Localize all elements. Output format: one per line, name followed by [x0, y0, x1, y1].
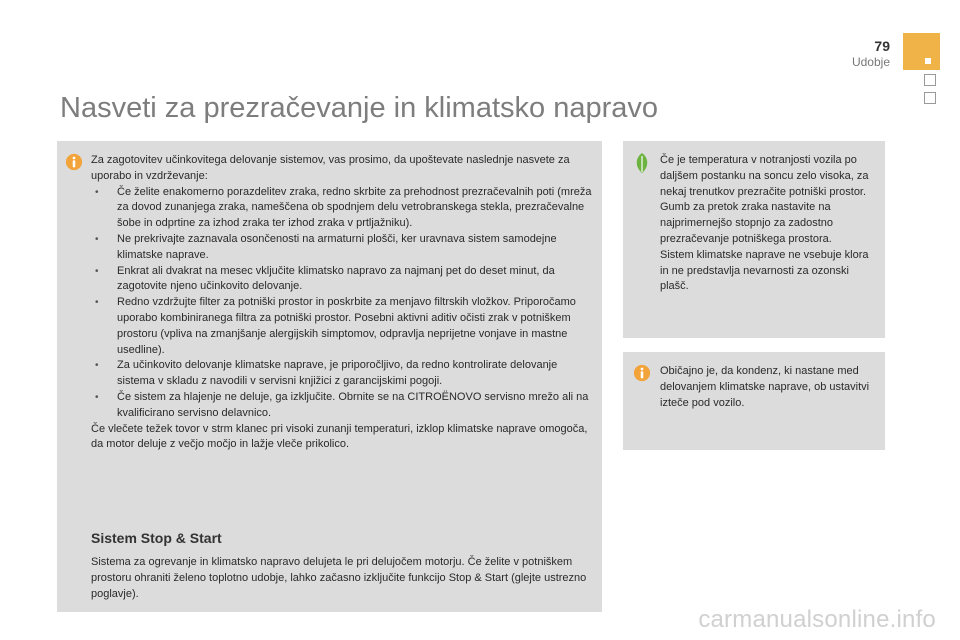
info-icon [633, 364, 651, 382]
watermark: carmanualsonline.info [698, 606, 936, 633]
leaf-icon [633, 152, 651, 174]
eco-tips-panel [623, 141, 885, 338]
tip-item: • Za učinkovito delovanje klimatske naprave, je priporočljivo, da redno kontrolirate delovanje sistema v skladu z navodili v servisni knjižici z garancijskimi pogoji. [117, 358, 596, 390]
tip-item: • Redno vzdržujte filter za potniški prostor in poskrbite za menjavo filtrskih vložkov. Priporočamo uporabo kombiniranega filtra za potniški prostor. Posebni aktivni aditiv očisti zrak v potniškem prostoru (vpliva na zmanjšanje alergijskih simptomov, odpravlja neprijetne vonjave in mastne usedline). [117, 295, 596, 358]
stop-start-text: Sistema za ogrevanje in klimatsko napravo delujeta le pri delujočem motorju. Če želite v potniškem prostoru ohraniti želeno toplotno udobje, lahko začasno izključite funkcijo Stop & Start (glejte ustrezno poglavje). [91, 556, 587, 600]
condensation-text: Običajno je, da kondenz, ki nastane med delovanjem klimatske naprave, ob ustavitvi izteče pod vozilo. [660, 365, 870, 409]
stop-start-heading: Sistem Stop & Start [91, 530, 222, 546]
main-tips-panel [57, 141, 602, 612]
section-tab-2[interactable] [924, 92, 936, 104]
page-number: 79 [874, 38, 890, 54]
closing-text: Če vlečete težek tovor v strm klanec pri visoki zunanji temperaturi, izklop klimatske naprave omogoča, da motor deluje z večjo močjo in lažje vleče prikolico. [91, 422, 588, 451]
condensation-info-panel [623, 352, 885, 450]
section-tab-1[interactable] [924, 74, 936, 86]
tip-item: • Če sistem za hlajenje ne deluje, ga izključite. Obrnite se na CITROËNOVO servisno mrežo ali na kvalificirano servisno delavnico. [117, 390, 596, 422]
intro-text: Za zagotovitev učinkovitega delovanje sistemov, vas prosimo, da upoštevate naslednje nasvete za uporabo in vzdrževanje: [91, 154, 570, 182]
info-icon [65, 153, 83, 171]
section-tab-active[interactable] [903, 33, 940, 70]
section-name: Udobje [851, 55, 890, 69]
eco-tip-line: Gumb za pretok zraka nastavite na najprimernejšo stopnjo za zadostno prezračevanje potniškega prostora. [660, 201, 834, 245]
page-title: Nasveti za prezračevanje in klimatsko napravo [60, 92, 658, 124]
eco-tip-line: Sistem klimatske naprave ne vsebuje klora in ne predstavlja nevarnosti za ozonski plašč. [660, 248, 869, 293]
eco-tip-line: Če je temperatura v notranjosti vozila po daljšem postanku na soncu zelo visoka, za nekaj trenutkov prezračite potniški prostor. [660, 154, 869, 198]
tip-item: • Ne prekrivajte zaznavala osončenosti na armaturni plošči, ker uravnava sistem samodejne klimatske naprave. [117, 232, 596, 264]
eco-tips-text [660, 153, 878, 295]
section-tab-marker [925, 58, 931, 64]
tip-item: • Enkrat ali dvakrat na mesec vključite klimatsko napravo za najmanj pet do deset minut, da zagotovite njeno učinkovito delovanje. [117, 264, 596, 296]
tip-item: • Če želite enakomerno porazdelitev zraka, redno skrbite za prehodnost prezračevalnih poti (mreža za dovod zunanjega zraka, nameščena ob spodnjem delu vetrobranskega stekla, prezračevalne šobe in odprtine za izhod zraka ter izhod zraka v prtljažniku). [117, 185, 596, 232]
tips-list [91, 185, 596, 422]
